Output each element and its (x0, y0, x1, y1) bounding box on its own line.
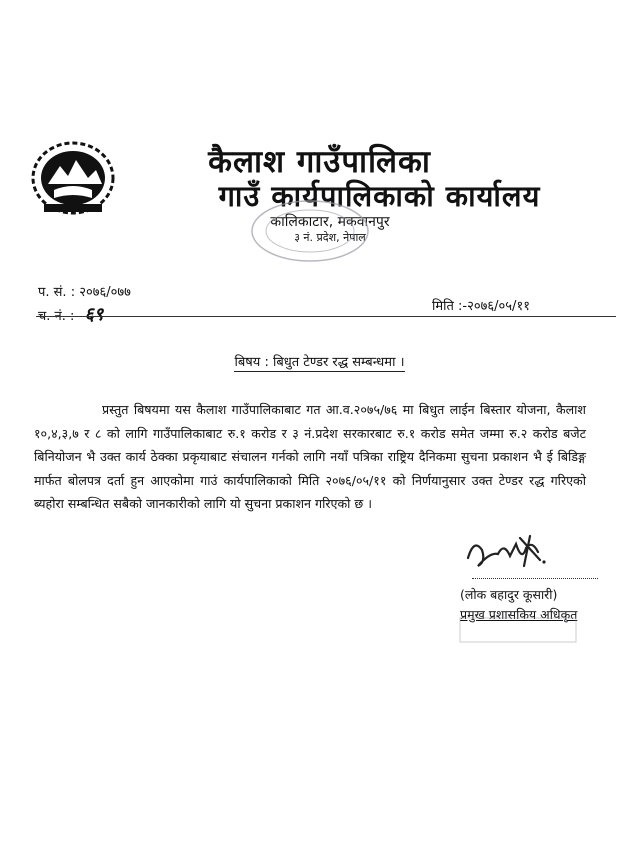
letter-number-value: २०७६/०७७ (79, 285, 131, 300)
address-line-2: ३ नं. प्रदेश, नेपाल (294, 231, 366, 244)
signatory-title: प्रमुख प्रशासकिय अधिकृत (460, 607, 578, 622)
address-line-1: कालिकाटार, मकवानपुर (270, 214, 390, 230)
office-title: गाउँ कार्यपालिकाको कार्यालय (218, 179, 541, 213)
dispatch-number (38, 302, 103, 326)
letter-number-label: प. सं. : (38, 285, 76, 300)
subject-text: बिषय : बिधुत टेण्डर रद्ध सम्बन्धमा । (234, 355, 405, 370)
handwritten-signature-icon (460, 532, 550, 572)
letter-date: मिति :-२०७६/०५/११ (432, 299, 530, 314)
office-stamp-icon (245, 196, 375, 266)
letter-number (38, 282, 131, 300)
signatory-name: (लोक बहादुर कूसारी) (460, 587, 558, 602)
header-divider (36, 316, 616, 317)
notice-body: प्रस्तुत बिषयमा यस कैलाश गाउँपालिकाबाट गत आ.व.२०७५/७६ मा बिधुत लाईन बिस्तार योजना, कैलाश १०,४,३,७ र ८ को लागि गाउँपालिकाबाट रु.१ करोड र ३ नं.प्रदेश सरकारबाट रु.१ करोड समेत जम्मा रु.२ करोड बजेट बिनियोजन भै उक्त कार्य ठेक्का प्रकृयाबाट संचालन गर्नको लागि नयाँ पत्रिका राष्ट्रिय दैनिकमा सुचना प्रकाशन भै ई बिडिङ्ग मार्फत बोलपत्र दर्ता हुन आएकोमा गाउं कार्यपालिकाको मिति २०७६/०५/११ को निर्णयानुसार उक्त टेण्डर रद्ध गरिएको ब्यहोरा सम्बन्धित सबैको जानकारीको लागि यो सुचना प्रकाशन गरिएको छ । (34, 402, 586, 511)
dispatch-number-label: च. नं. : (38, 309, 75, 324)
signatory-stamp-icon (458, 616, 578, 644)
signature-line (472, 578, 598, 579)
municipality-title: कैलाश गाउँपालिका (208, 144, 431, 180)
dispatch-number-value: ६९ (84, 304, 104, 325)
subject-line (0, 352, 639, 370)
